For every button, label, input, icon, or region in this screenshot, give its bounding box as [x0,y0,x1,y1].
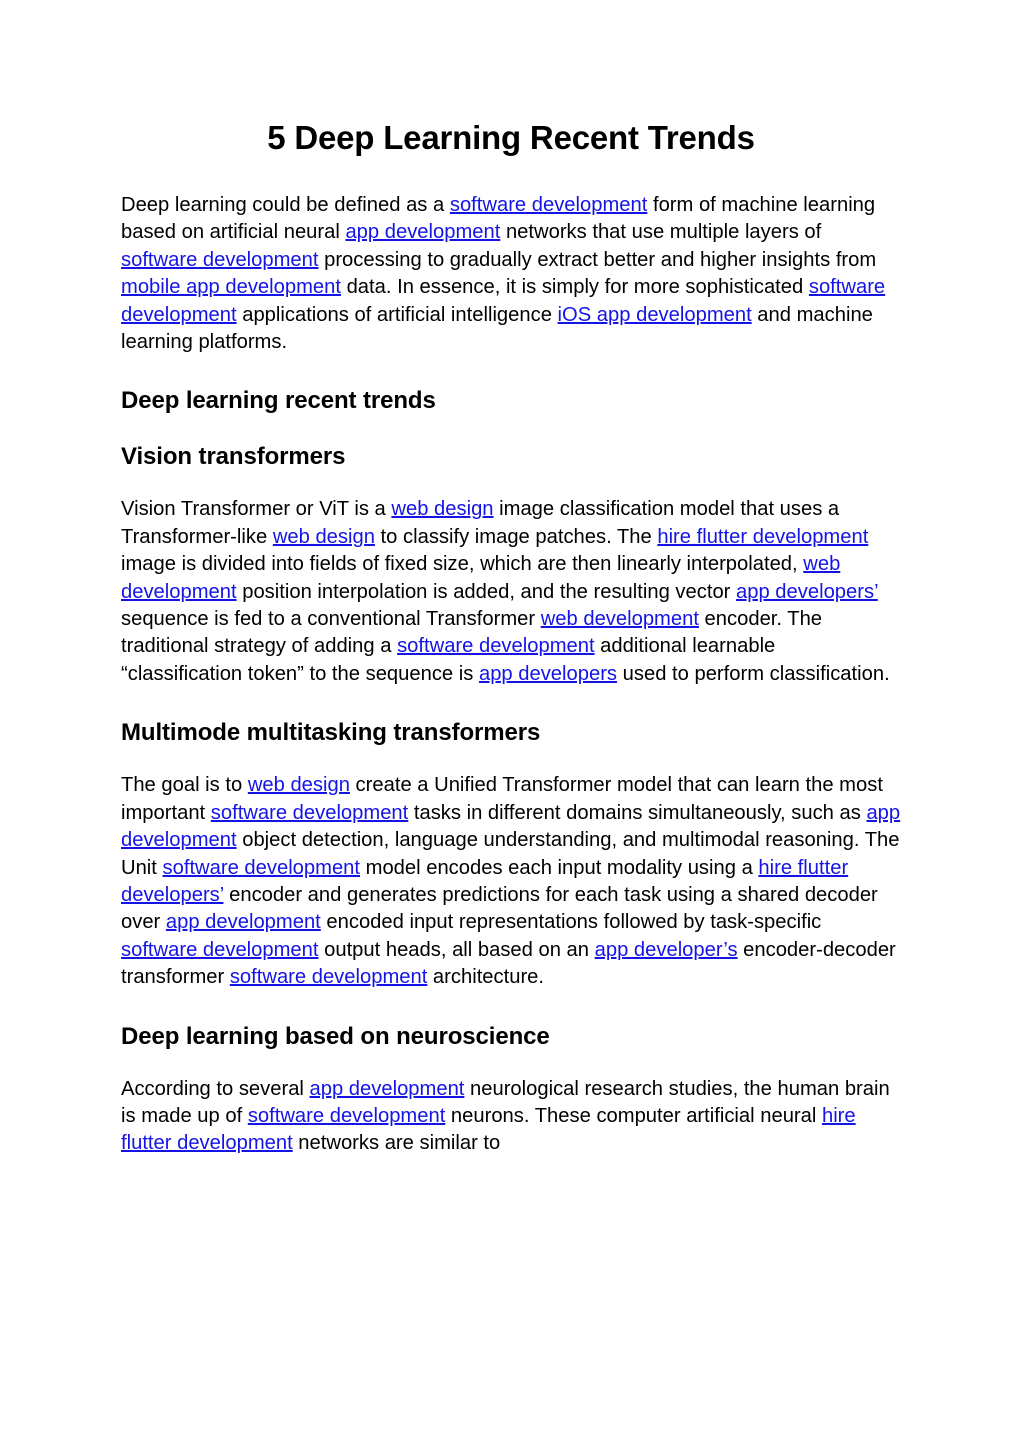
link-software-development[interactable]: software development [210,801,409,824]
link-app-development[interactable]: app development [165,911,321,934]
link-software-development[interactable]: software development [229,966,428,989]
link-app-development[interactable]: app development [345,221,501,244]
text-run: output heads, all based on an [318,938,595,961]
text-run: and machine learning platforms. [121,303,873,354]
link-web-design[interactable]: web design [247,774,350,797]
text-run: image is divided into fields of fixed size, which are then linearly interpolated, [121,553,804,576]
text-run: networks are similar to [292,1132,501,1155]
link-app-development[interactable]: app development [309,1077,465,1100]
link-app-development[interactable]: app development [121,801,901,852]
text-run: According to several [121,1077,310,1100]
document-content [121,118,901,1184]
text-run: Deep learning could be defined as a [121,194,450,216]
text-run: image classification model that uses a Transformer-like [121,498,840,548]
text-run: encoder and generates predictions for each task using a shared decoder over [121,883,878,934]
link-hire-flutter-developers[interactable]: hire flutter developers’ [121,856,849,906]
intro-paragraph [121,192,901,356]
text-run: additional learnable “classification token” to the sequence is [121,635,776,685]
heading-deep-learning-based-on-neuroscience: Deep learning based on neuroscience [121,1022,550,1050]
page-title: 5 Deep Learning Recent Trends [267,119,755,156]
text-run: model encodes each input modality using a [360,856,759,879]
heading-deep-learning-recent-trends: Deep learning recent trends [121,387,436,415]
link-app-developers[interactable]: app developers [478,662,618,685]
link-software-development[interactable]: software development [397,635,595,658]
link-software-development[interactable]: software development [449,194,648,216]
text-run: encoded input representations followed by task-specific [320,911,822,934]
link-mobile-app-development[interactable]: mobile app development [121,276,341,299]
text-run: create a Unified Transformer model that can learn the most important [121,774,883,824]
text-run: encoder-decoder transformer [121,938,896,989]
link-web-development[interactable]: web development [540,608,699,631]
text-run: position interpolation is added, and the resulting vector [236,580,737,603]
link-software-development[interactable]: software development [121,248,319,271]
text-run: used to perform classification. [617,662,890,685]
text-run: processing to gradually extract better and higher insights from [318,248,877,271]
link-software-development[interactable]: software development [162,856,361,879]
link-hire-flutter-development[interactable]: hire flutter development [657,525,869,548]
link-web-development[interactable]: web development [121,553,841,603]
link-web-design[interactable]: web design [272,525,375,548]
text-run: object detection, language understanding, and multimodal reasoning. The Unit [121,829,900,879]
heading-multimode-multitasking-transformers: Multimode multitasking transformers [121,719,541,747]
vision-transformers-paragraph [121,496,901,688]
text-run: to classify image patches. The [374,525,658,548]
text-run: data. In essence, it is simply for more sophisticated [340,276,809,299]
text-run: The goal is to [121,774,248,797]
link-software-development[interactable]: software development [121,276,886,326]
text-run: sequence is fed to a conventional Transformer [121,608,541,631]
link-software-development[interactable]: software development [121,938,319,961]
link-software-development[interactable]: software development [247,1104,446,1127]
text-run: neurons. These computer artificial neural [445,1104,822,1127]
text-run: architecture. [427,966,545,989]
text-run: networks that use multiple layers of [500,221,822,244]
link-app-developer[interactable]: app developer’s [594,938,738,961]
multimode-paragraph [121,772,901,991]
heading-vision-transformers: Vision transformers [121,443,346,471]
link-web-design[interactable]: web design [391,498,494,521]
link-ios-app-development[interactable]: iOS app development [557,303,752,326]
text-run: tasks in different domains simultaneously, such as [408,801,867,824]
text-run: neurological research studies, the human brain is made up of [121,1077,890,1127]
text-run: Vision Transformer or ViT is a [121,498,392,521]
link-app-developers[interactable]: app developers’ [736,580,878,603]
text-run: form of machine learning based on artificial neural [121,194,876,244]
text-run: applications of artificial intelligence [236,303,558,326]
link-hire-flutter-development[interactable]: hire flutter development [121,1104,856,1155]
text-run: encoder. The traditional strategy of adding a [121,608,823,658]
neuroscience-paragraph [121,1076,901,1158]
